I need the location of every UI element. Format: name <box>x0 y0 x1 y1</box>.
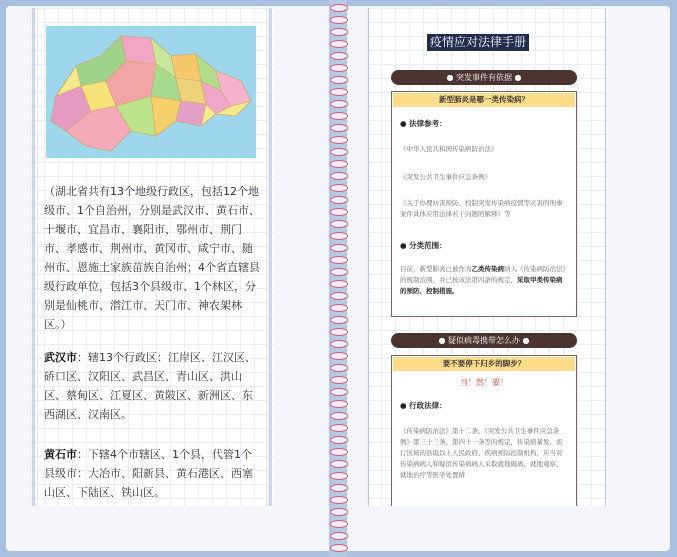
page-edge <box>269 8 272 506</box>
huangshi-paragraph <box>44 445 262 502</box>
binding-ring <box>330 304 348 312</box>
section-question: 新型肺炎是哪一类传染病？ <box>393 93 575 107</box>
law-ref-1: 《中华人民共和国传染病防治法》 <box>400 145 498 153</box>
binding-ring <box>330 376 348 384</box>
wuhan-paragraph <box>44 348 262 424</box>
binding-ring <box>330 268 348 276</box>
binding-ring <box>330 88 348 96</box>
spiral-binding <box>329 0 347 557</box>
binding-ring <box>330 496 348 504</box>
binding-ring <box>330 76 348 84</box>
binding-ring <box>330 472 348 480</box>
right-page <box>367 8 607 506</box>
huangshi-name: 黄石市 <box>44 448 77 461</box>
binding-ring <box>330 100 348 108</box>
binding-ring <box>330 64 348 72</box>
binding-ring <box>330 340 348 348</box>
binding-ring <box>330 544 348 552</box>
binding-ring <box>330 328 348 336</box>
section-question: 要不要停下归乡的脚步？ <box>393 357 575 371</box>
binding-ring <box>330 16 348 24</box>
classification-text <box>400 264 568 297</box>
section-pill-suspected: ● 疑似病毒携带怎么办 ● <box>391 333 577 348</box>
binding-ring <box>330 412 348 420</box>
wuhan-districts: ：辖13个行政区：江岸区、江汉区、硚口区、汉阳区、武昌区、青山区、洪山区、蔡甸区、江夏区、黄陂区、新洲区、东西湖区、汉南区。 <box>44 351 256 421</box>
binding-ring <box>330 172 348 180</box>
answer-subtitle: 当！然！要！ <box>460 378 508 387</box>
binding-ring <box>330 280 348 288</box>
hubei-map-image <box>46 26 256 158</box>
binding-ring <box>330 28 348 36</box>
binding-ring <box>330 112 348 120</box>
huangshi-districts: ：下辖4个市辖区、1个县，代管1个县级市：大冶市、阳新县、黄石港区、西塞山区、下陆区、铁山区。 <box>44 448 253 499</box>
binding-ring <box>330 364 348 372</box>
binding-ring <box>330 424 348 432</box>
binding-ring <box>330 460 348 468</box>
binding-ring <box>330 208 348 216</box>
binding-ring <box>330 292 348 300</box>
wuhan-name: 武汉市 <box>44 351 77 364</box>
left-page <box>30 8 274 506</box>
law-reference-label: ● 法律参考： <box>400 119 447 128</box>
binding-ring <box>330 184 348 192</box>
hubei-intro-text: （湖北省共有13个地级行政区，包括12个地级市、1个自治州，分别是武汉市、黄石市、十堰市、宜昌市、襄阳市、鄂州市、荆门市、孝感市、荆州市、黄冈市、咸宁市、随州市、恩施土家族苗族自治州；4个省直辖县级行政单位，包括3个县级市、1个林区，分别是仙桃市、潜江市、天门市、神农架林区。） <box>44 185 260 331</box>
class-text-c: 纳入《传染病防治法》的规制范围，并已按该法第四条的规定， <box>400 265 566 284</box>
binding-ring <box>330 352 348 360</box>
section-box-travel <box>391 355 577 506</box>
page-edge <box>266 8 267 506</box>
binding-ring <box>330 400 348 408</box>
binding-ring <box>330 436 348 444</box>
binding-ring <box>330 232 348 240</box>
handbook-title: 疫情应对法律手册 <box>427 34 529 51</box>
binding-ring <box>330 508 348 516</box>
binding-ring <box>330 124 348 132</box>
binding-ring <box>330 148 348 156</box>
binding-ring <box>330 256 348 264</box>
admin-law-label: ● 行政法律： <box>400 401 447 410</box>
binding-ring <box>330 532 348 540</box>
binding-ring <box>330 244 348 252</box>
section-box-disease-class <box>391 91 577 317</box>
law-ref-2: 《突发公共卫生事件应急条例》 <box>400 173 491 181</box>
hubei-map-graphic <box>46 26 256 158</box>
admin-law-text: 《传染病防治法》第十二条、《突发公共卫生事件应急条例》第三十三条、第四十一条等的规定，传染病暴发、流行区域的县级以上人民政府、疾病预防控制机构，应当对传染病病人和疑似传染病病人采取就地隔离、就地观察、就地治疗等医学处置措 <box>400 427 563 479</box>
classification-label: ● 分类范围： <box>400 241 447 250</box>
page-edge <box>32 8 35 506</box>
page-edge <box>605 8 606 506</box>
binding-ring <box>330 220 348 228</box>
binding-ring <box>330 388 348 396</box>
class-text-emphasis: 采取甲类传染病的预防、控制措施。 <box>400 276 563 295</box>
binding-ring <box>330 136 348 144</box>
class-text-a: 目前，新型肺炎已被作为 <box>400 265 472 273</box>
law-ref-3: 《关于办理妨害预防、控制突发传染病疫情等灾害的刑事案件具体应用法律若干问题的解释》等 <box>400 199 563 218</box>
class-text-highlight: 乙类传染病 <box>471 265 504 273</box>
binding-ring <box>330 40 348 48</box>
binding-ring <box>330 448 348 456</box>
page-edge <box>37 8 38 506</box>
page-edge <box>368 8 369 506</box>
section-pill-emergency: ● 突发事件有依据 ● <box>391 70 577 85</box>
binding-ring <box>330 316 348 324</box>
binding-ring <box>330 4 348 12</box>
binding-ring <box>330 160 348 168</box>
binding-ring <box>330 52 348 60</box>
binding-ring <box>330 196 348 204</box>
binding-ring <box>330 520 348 528</box>
binding-ring <box>330 484 348 492</box>
